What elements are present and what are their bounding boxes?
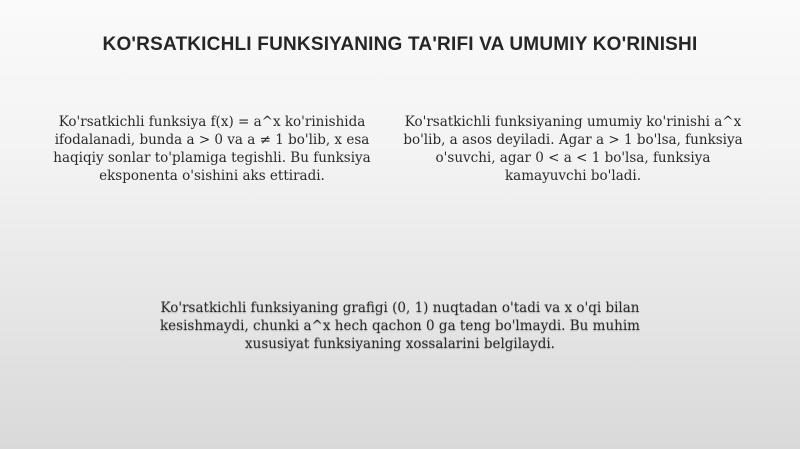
slide-title: KO'RSATKICHLI FUNKSIYANING TA'RIFI VA UMUMIY KO'RINISHI — [102, 34, 698, 55]
graph-property-text: Ko'rsatkichli funksiyaning grafigi (0, 1) nuqtadan o'tadi va x o'qi bilan kesishmaydi, chunki a^x hech qachon 0 ga teng bo'lmaydi. Bu muhim xususiyat funksiyaning xossalarini belgilaydi. — [160, 300, 640, 352]
general-form-text: Ko'rsatkichli funksiyaning umumiy ko'rinishi a^x bo'lib, a asos deyiladi. Agar a > 1 bo'lsa, funksiya o'suvchi, agar 0 < a < 1 bo'lsa, funksiya kamayuvchi bo'ladi. — [403, 114, 743, 184]
definition-text: Ko'rsatkichli funksiya f(x) = a^x ko'rinishida ifodalanadi, bunda a > 0 va a ≠ 1 bo'lib, x esa haqiqiy sonlar to'plamiga tegishli. Bu funksiya eksponenta o'sishini aks ettiradi. — [53, 114, 371, 184]
